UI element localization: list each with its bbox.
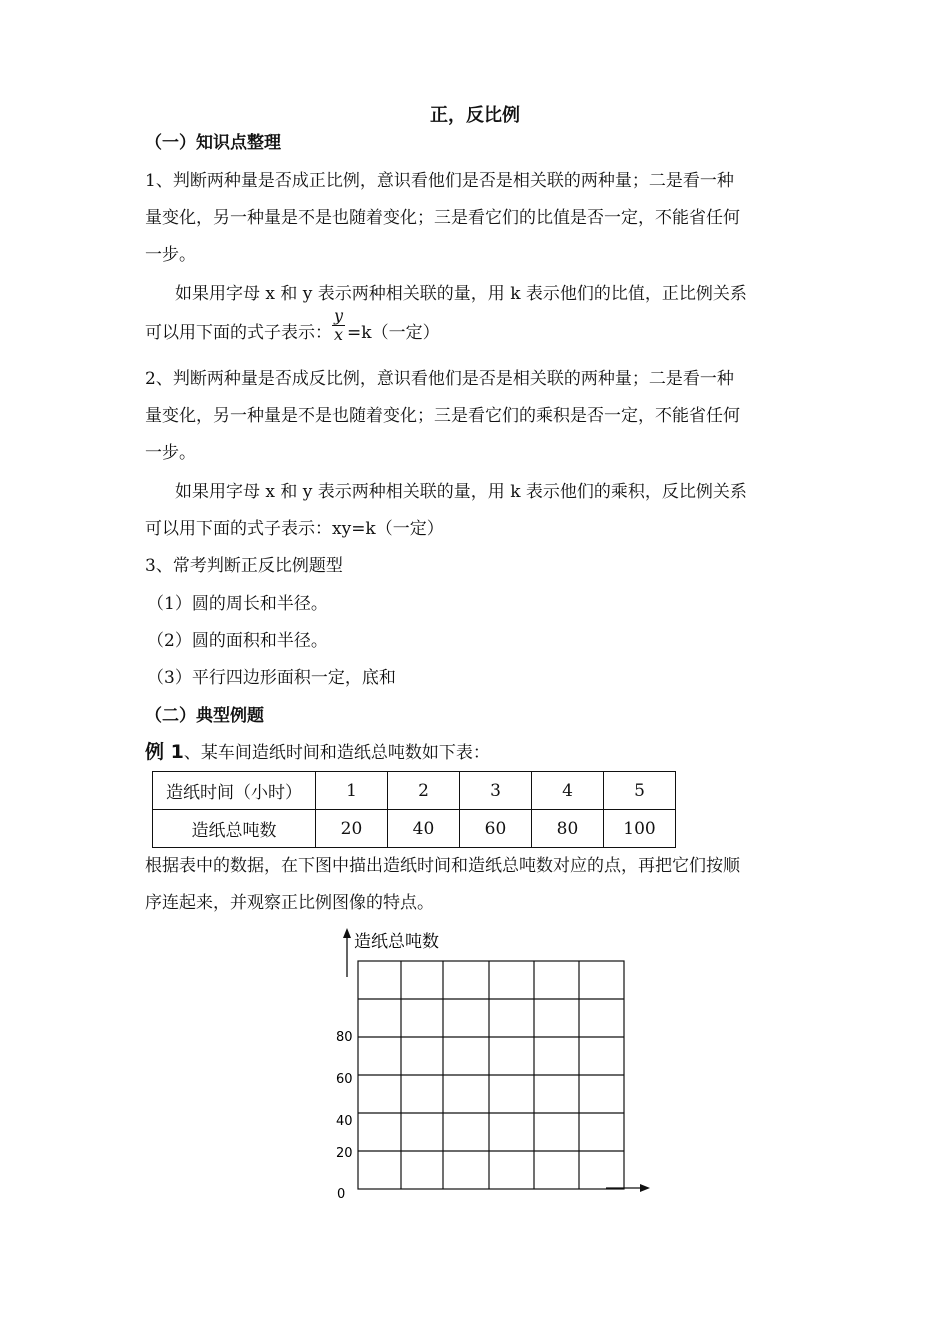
para2-line2: 量变化，另一种量是不是也随着变化；三是看它们的乘积是否一定，不能省任何 <box>145 406 740 426</box>
data-table <box>152 771 676 848</box>
y-tick-label: 20 <box>336 1146 353 1161</box>
grid <box>358 961 624 1189</box>
y-tick-label: 40 <box>336 1114 353 1129</box>
table-cell: 5 <box>604 772 676 810</box>
fraction-numerator: y <box>334 306 344 325</box>
table-cell: 40 <box>388 810 460 848</box>
example-text: 、某车间造纸时间和造纸总吨数如下表： <box>183 743 490 763</box>
table-row <box>153 810 676 848</box>
table-cell: 80 <box>532 810 604 848</box>
list-item-3: （3）平行四边形面积一定，底和 <box>147 668 396 688</box>
example-label: 例 1 <box>145 741 184 763</box>
section1-heading: （一）知识点整理 <box>145 133 281 153</box>
para3-heading: 3、常考判断正反比例题型 <box>145 556 343 576</box>
para2-line3: 一步。 <box>145 443 196 463</box>
section2-heading: （二）典型例题 <box>145 706 264 726</box>
para1-line2: 量变化，另一种量是不是也随着变化；三是看它们的比值是否一定，不能省任何 <box>145 208 740 228</box>
fraction-denominator: x <box>334 325 344 344</box>
instruction-line1: 根据表中的数据，在下图中描出造纸时间和造纸总吨数对应的点，再把它们按顺 <box>145 856 740 876</box>
example1-line <box>145 742 490 763</box>
table-cell: 4 <box>532 772 604 810</box>
y-axis-label: 造纸总吨数 <box>354 932 439 952</box>
table-cell: 造纸时间（小时） <box>153 772 316 810</box>
table-cell: 造纸总吨数 <box>153 810 316 848</box>
formula-intro: 可以用下面的式子表示： <box>145 323 332 343</box>
y-tick-label: 0 <box>337 1187 346 1202</box>
table-cell: 100 <box>604 810 676 848</box>
blank-graph <box>320 925 660 1205</box>
fraction-y-over-x <box>332 307 345 344</box>
table-cell: 3 <box>460 772 532 810</box>
page-title: 正，反比例 <box>430 105 520 126</box>
table-cell: 2 <box>388 772 460 810</box>
table-cell: 60 <box>460 810 532 848</box>
instruction-line2: 序连起来，并观察正比例图像的特点。 <box>145 893 434 913</box>
formula-rest: =k（一定） <box>347 323 440 343</box>
table-cell: 20 <box>316 810 388 848</box>
table-row <box>153 772 676 810</box>
para2b-line2: 可以用下面的式子表示：xy=k（一定） <box>145 519 444 539</box>
list-item-1: （1）圆的周长和半径。 <box>147 594 328 614</box>
y-tick-label: 60 <box>336 1072 353 1087</box>
y-tick-label: 80 <box>336 1030 353 1045</box>
para1b-line2 <box>145 306 440 344</box>
list-item-2: （2）圆的面积和半径。 <box>147 631 328 651</box>
para2b-line1: 如果用字母 x 和 y 表示两种相关联的量，用 k 表示他们的乘积，反比例关系 <box>175 482 747 502</box>
para1-line1: 1、判断两种量是否成正比例，意识看他们是否是相关联的两种量；二是看一种 <box>145 171 734 191</box>
para1-line3: 一步。 <box>145 245 196 265</box>
para1b-line1: 如果用字母 x 和 y 表示两种相关联的量，用 k 表示他们的比值，正比例关系 <box>175 284 747 304</box>
y-axis-arrow <box>343 928 351 977</box>
table-cell: 1 <box>316 772 388 810</box>
x-axis-arrow <box>606 1184 650 1192</box>
para2-line1: 2、判断两种量是否成反比例，意识看他们是否是相关联的两种量；二是看一种 <box>145 369 734 389</box>
